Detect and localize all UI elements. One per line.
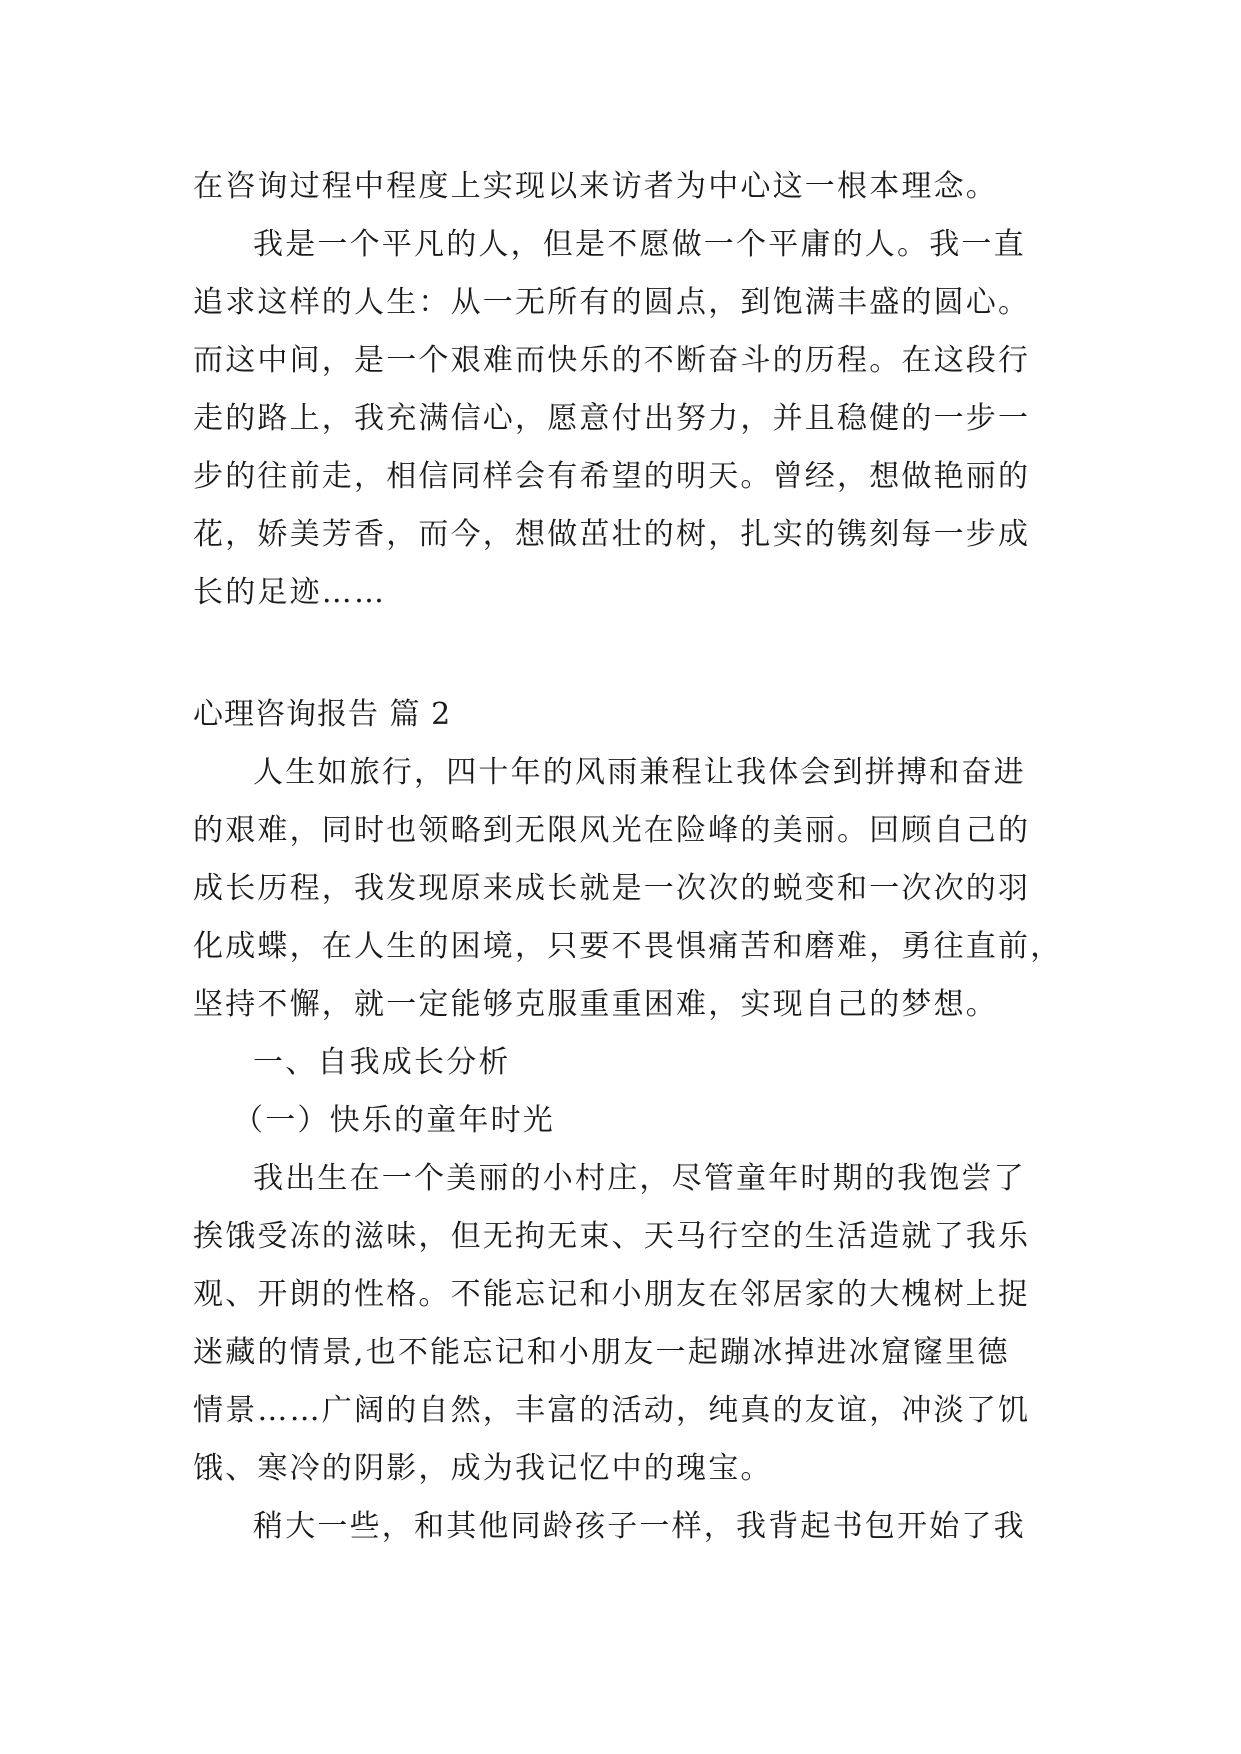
document-body (193, 158, 1063, 1556)
paragraph-line: 而这中间，是一个艰难而快乐的不断奋斗的历程。在这段行 (193, 343, 1031, 378)
subheading-childhood: （一）快乐的童年时光 (233, 1103, 555, 1138)
paragraph-line: 步的往前走，相信同样会有希望的明天。曾经，想做艳丽的 (193, 459, 1031, 494)
paragraph-line: 花，娇美芳香，而今，想做茁壮的树，扎实的镌刻每一步成 (193, 517, 1031, 552)
paragraph-life-journey (193, 744, 1063, 1034)
paragraph-line: 成长历程，我发现原来成长就是一次次的蜕变和一次次的羽 (193, 871, 1031, 906)
continuation-line: 在咨询过程中程度上实现以来访者为中心这一根本理念。 (193, 169, 998, 204)
paragraph-line: 挨饿受冻的滋味，但无拘无束、天马行空的生活造就了我乐 (193, 1219, 1031, 1254)
paragraph-line: 我出生在一个美丽的小村庄，尽管童年时期的我饱尝了 (253, 1161, 1026, 1196)
paragraph-line: 我是一个平凡的人，但是不愿做一个平庸的人。我一直 (253, 227, 1026, 262)
paragraph-line: 观、开朗的性格。不能忘记和小朋友在邻居家的大槐树上捉 (193, 1277, 1031, 1312)
paragraph-line: 稍大一些，和其他同龄孩子一样，我背起书包开始了我 (253, 1509, 1026, 1544)
paragraph-line: 长的足迹…… (193, 575, 387, 610)
paragraph-line: 人生如旅行，四十年的风雨兼程让我体会到拼搏和奋进 (253, 755, 1026, 790)
paragraph-line: 饿、寒冷的阴影，成为我记忆中的瑰宝。 (193, 1451, 773, 1486)
paragraph-line: 走的路上，我充满信心，愿意付出努力，并且稳健的一步一 (193, 401, 1031, 436)
paragraph-line: 情景……广阔的自然，丰富的活动，纯真的友谊，冲淡了饥 (193, 1393, 1031, 1428)
paragraph-line: 坚持不懈，就一定能够克服重重困难，实现自己的梦想。 (193, 987, 998, 1022)
paragraph-line: 的艰难，同时也领略到无限风光在险峰的美丽。回顾自己的 (193, 813, 1031, 848)
paragraph-childhood (193, 1150, 1063, 1498)
paragraph-personal-growth (193, 216, 1063, 622)
paragraph-line: 化成蝶，在人生的困境，只要不畏惧痛苦和磨难，勇往直前， (193, 929, 1063, 964)
paragraph-line: 追求这样的人生：从一无所有的圆点，到饱满丰盛的圆心。 (193, 285, 1031, 320)
paragraph-line: 迷藏的情景,也不能忘记和小朋友一起蹦冰掉进冰窟窿里德 (193, 1335, 1010, 1370)
section-heading: 心理咨询报告 篇 2 (193, 697, 452, 732)
subheading-self-growth: 一、自我成长分析 (253, 1045, 511, 1080)
paragraph-school-start (193, 1498, 1063, 1556)
